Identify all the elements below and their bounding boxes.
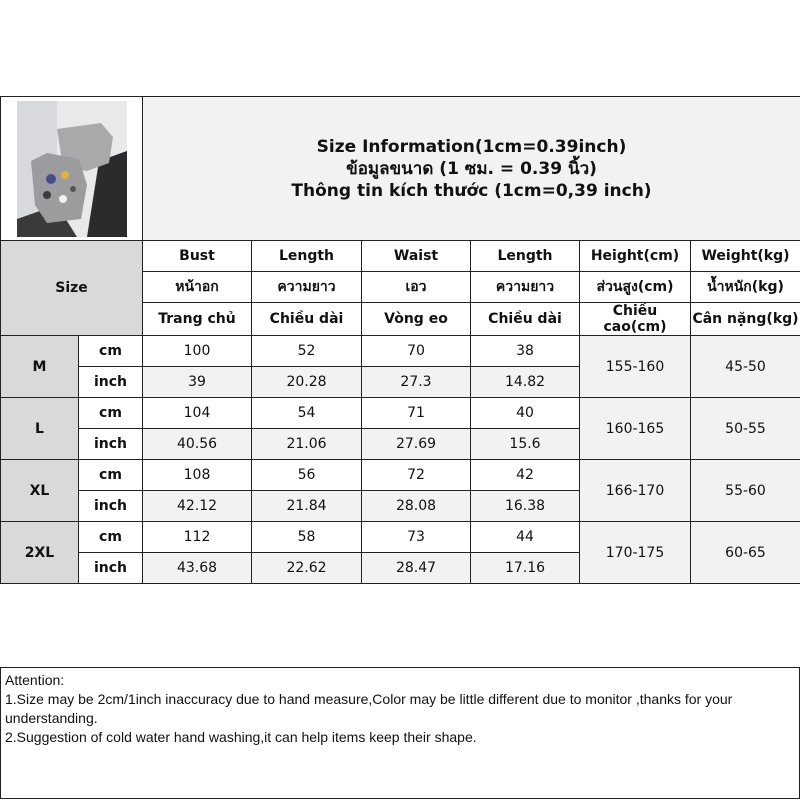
length-inch: 20.28 [252, 367, 362, 398]
col-waist-th: เอว [362, 272, 471, 303]
col-length-en: Length [252, 241, 362, 272]
table-row [1, 336, 800, 367]
unit-label: inch [79, 429, 143, 460]
height-range: 166-170 [580, 460, 691, 522]
attention-heading: Attention: [5, 672, 65, 688]
height-range: 155-160 [580, 336, 691, 398]
length2-cm: 42 [471, 460, 580, 491]
length-cm: 58 [252, 522, 362, 553]
size-chart [0, 96, 800, 745]
height-range: 170-175 [580, 522, 691, 584]
table-row [1, 522, 800, 553]
col-length2-vi: Chiều dài [471, 303, 580, 336]
unit-label: cm [79, 336, 143, 367]
bust-inch: 43.68 [143, 553, 252, 584]
col-waist-en: Waist [362, 241, 471, 272]
length2-inch: 17.16 [471, 553, 580, 584]
col-bust-th: หน้าอก [143, 272, 252, 303]
length2-inch: 16.38 [471, 491, 580, 522]
title-vietnamese: Thông tin kích thước (1cm=0,39 inch) [291, 181, 652, 201]
col-weight-th: น้ำหนัก(kg) [691, 272, 800, 303]
title-english: Size Information(1cm=0.39inch) [316, 137, 627, 157]
unit-label: inch [79, 367, 143, 398]
length-cm: 56 [252, 460, 362, 491]
weight-range: 60-65 [691, 522, 800, 584]
bust-cm: 108 [143, 460, 252, 491]
bust-cm: 112 [143, 522, 252, 553]
waist-cm: 70 [362, 336, 471, 367]
col-bust-en: Bust [143, 241, 252, 272]
weight-range: 50-55 [691, 398, 800, 460]
col-length2-th: ความยาว [471, 272, 580, 303]
size-name: M [1, 336, 79, 398]
height-range: 160-165 [580, 398, 691, 460]
length-inch: 21.84 [252, 491, 362, 522]
col-weight-en: Weight(kg) [691, 241, 800, 272]
bust-cm: 104 [143, 398, 252, 429]
col-height-vi: Chiều cao(cm) [580, 303, 691, 336]
length-inch: 22.62 [252, 553, 362, 584]
length-inch: 21.06 [252, 429, 362, 460]
weight-range: 55-60 [691, 460, 800, 522]
col-length-th: ความยาว [252, 272, 362, 303]
product-photo [17, 101, 127, 237]
waist-inch: 28.47 [362, 553, 471, 584]
col-weight-vi: Cân nặng(kg) [691, 303, 800, 336]
waist-cm: 72 [362, 460, 471, 491]
header-row-en [1, 241, 800, 272]
attention-note-2: 2.Suggestion of cold water hand washing,it can help items keep their shape. [5, 729, 477, 745]
waist-cm: 73 [362, 522, 471, 553]
col-length2-en: Length [471, 241, 580, 272]
col-height-en: Height(cm) [580, 241, 691, 272]
attention-note-1: 1.Size may be 2cm/1inch inaccuracy due to hand measure,Color may be little different due to monitor ,thanks for your understanding. [5, 691, 733, 726]
waist-inch: 27.3 [362, 367, 471, 398]
waist-cm: 71 [362, 398, 471, 429]
unit-label: cm [79, 460, 143, 491]
table-row [1, 460, 800, 491]
bust-inch: 40.56 [143, 429, 252, 460]
col-height-th: ส่วนสูง(cm) [580, 272, 691, 303]
chart-title-block [143, 97, 800, 241]
size-table [0, 240, 800, 584]
attention-notes [0, 667, 800, 799]
waist-inch: 27.69 [362, 429, 471, 460]
col-waist-vi: Vòng eo [362, 303, 471, 336]
size-column-label: Size [1, 241, 143, 336]
col-length-vi: Chiều dài [252, 303, 362, 336]
size-name: XL [1, 460, 79, 522]
length2-inch: 15.6 [471, 429, 580, 460]
unit-label: cm [79, 522, 143, 553]
length2-cm: 40 [471, 398, 580, 429]
bust-inch: 42.12 [143, 491, 252, 522]
title-thai: ข้อมูลขนาด (1 ซม. = 0.39 นิ้ว) [346, 159, 597, 179]
size-name: L [1, 398, 79, 460]
unit-label: inch [79, 553, 143, 584]
bust-inch: 39 [143, 367, 252, 398]
bust-cm: 100 [143, 336, 252, 367]
waist-inch: 28.08 [362, 491, 471, 522]
length2-inch: 14.82 [471, 367, 580, 398]
table-row [1, 398, 800, 429]
unit-label: cm [79, 398, 143, 429]
length2-cm: 38 [471, 336, 580, 367]
chart-header [0, 96, 800, 240]
length-cm: 54 [252, 398, 362, 429]
col-bust-vi: Trang chủ [143, 303, 252, 336]
weight-range: 45-50 [691, 336, 800, 398]
product-photo-cell [1, 97, 143, 241]
unit-label: inch [79, 491, 143, 522]
size-name: 2XL [1, 522, 79, 584]
length2-cm: 44 [471, 522, 580, 553]
length-cm: 52 [252, 336, 362, 367]
